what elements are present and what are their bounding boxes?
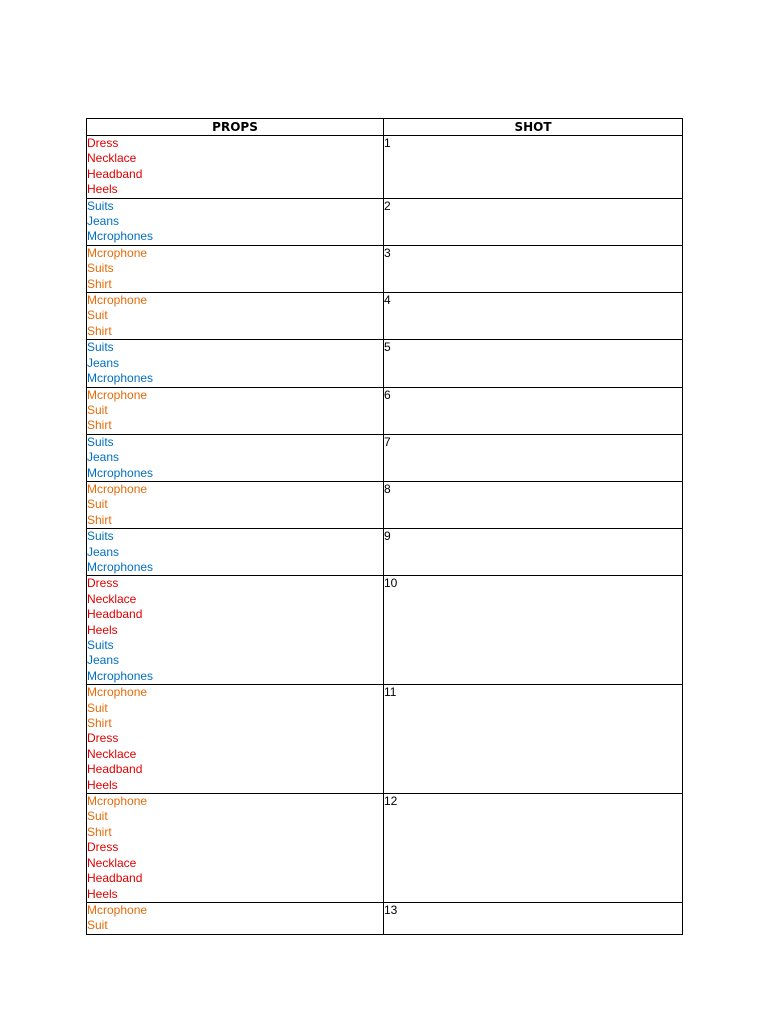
shot-number: 7: [384, 434, 683, 481]
prop-item: Shirt: [87, 716, 112, 731]
table-row: [87, 794, 683, 903]
prop-item: Dress: [87, 731, 119, 746]
props-cell: [87, 481, 384, 528]
props-cell: [87, 387, 384, 434]
shot-number: 3: [384, 245, 683, 292]
prop-item: Jeans: [87, 355, 120, 370]
shot-number: 8: [384, 481, 683, 528]
prop-item: Suits: [87, 261, 114, 276]
table-row: [87, 902, 683, 934]
prop-item: Mcrophones: [87, 465, 154, 480]
table-row: [87, 136, 683, 199]
prop-item: Heels: [87, 777, 118, 792]
shot-column-header: SHOT: [384, 119, 683, 136]
prop-item: Headband: [87, 762, 143, 777]
prop-item: Dress: [87, 840, 119, 855]
prop-item: Suits: [87, 638, 114, 652]
prop-item: Shirt: [87, 512, 112, 527]
prop-item: Mcrophone: [87, 794, 148, 809]
prop-item: Suits: [87, 198, 114, 213]
prop-item: Dress: [87, 576, 119, 591]
prop-item: Suit: [87, 402, 108, 417]
prop-item: Headband: [87, 871, 143, 886]
table-row: [87, 576, 683, 685]
props-cell: [87, 198, 384, 245]
prop-item: Necklace: [87, 855, 137, 870]
prop-item: Suit: [87, 700, 108, 715]
shot-number: 11: [384, 685, 683, 794]
shot-number: 13: [384, 902, 683, 934]
prop-item: Necklace: [87, 746, 137, 761]
prop-item: Necklace: [87, 591, 137, 606]
props-cell: [87, 434, 384, 481]
prop-item: Shirt: [87, 824, 112, 839]
table-row: [87, 481, 683, 528]
prop-item: Shirt: [87, 276, 112, 291]
table-row: [87, 387, 683, 434]
table-row: [87, 245, 683, 292]
table-row: [87, 529, 683, 576]
shot-number: 1: [384, 136, 683, 199]
prop-item: Suits: [87, 529, 114, 544]
prop-item: Jeans: [87, 450, 120, 465]
prop-item: Mcrophones: [87, 559, 154, 574]
table-row: [87, 434, 683, 481]
prop-item: Mcrophones: [87, 668, 154, 683]
prop-item: Mcrophones: [87, 371, 154, 386]
prop-item: Heels: [87, 182, 118, 197]
shot-number: 10: [384, 576, 683, 685]
prop-item: Suit: [87, 809, 108, 824]
shot-number: 2: [384, 198, 683, 245]
props-column-header: PROPS: [87, 119, 384, 136]
shot-number: 9: [384, 529, 683, 576]
prop-item: Mcrophone: [87, 293, 148, 308]
prop-item: Jeans: [87, 544, 120, 559]
prop-item: Mcrophone: [87, 685, 148, 700]
props-cell: [87, 340, 384, 387]
shot-number: 5: [384, 340, 683, 387]
prop-item: Necklace: [87, 151, 137, 166]
prop-item: Suit: [87, 308, 108, 323]
prop-item: Heels: [87, 886, 118, 901]
props-cell: [87, 902, 384, 934]
prop-item: Suit: [87, 497, 108, 512]
prop-item: Shirt: [87, 418, 112, 433]
prop-item: Shirt: [87, 323, 112, 338]
props-cell: [87, 136, 384, 199]
table-row: [87, 198, 683, 245]
prop-item: Mcrophone: [87, 387, 148, 402]
prop-item: Heels: [87, 622, 118, 637]
shot-number: 4: [384, 293, 683, 340]
table-row: [87, 340, 683, 387]
table-body: [87, 136, 683, 935]
table-row: [87, 293, 683, 340]
props-cell: [87, 293, 384, 340]
props-cell: [87, 576, 384, 685]
prop-item: Mcrophones: [87, 229, 154, 244]
table-header: [87, 119, 683, 136]
props-cell: [87, 794, 384, 903]
prop-item: Suit: [87, 918, 108, 933]
prop-item: Mcrophone: [87, 902, 148, 917]
props-cell: [87, 245, 384, 292]
prop-item: Mcrophone: [87, 481, 148, 496]
props-cell: [87, 529, 384, 576]
prop-item: Suits: [87, 434, 114, 449]
props-shot-table: [86, 118, 683, 935]
table-row: [87, 685, 683, 794]
prop-item: Jeans: [87, 653, 120, 668]
header-row: [87, 119, 683, 136]
props-cell: [87, 685, 384, 794]
prop-item: Mcrophone: [87, 245, 148, 260]
shot-number: 12: [384, 794, 683, 903]
prop-item: Headband: [87, 166, 143, 181]
prop-item: Dress: [87, 136, 119, 150]
prop-item: Suits: [87, 340, 114, 355]
prop-item: Jeans: [87, 214, 120, 229]
prop-item: Headband: [87, 607, 143, 622]
shot-number: 6: [384, 387, 683, 434]
